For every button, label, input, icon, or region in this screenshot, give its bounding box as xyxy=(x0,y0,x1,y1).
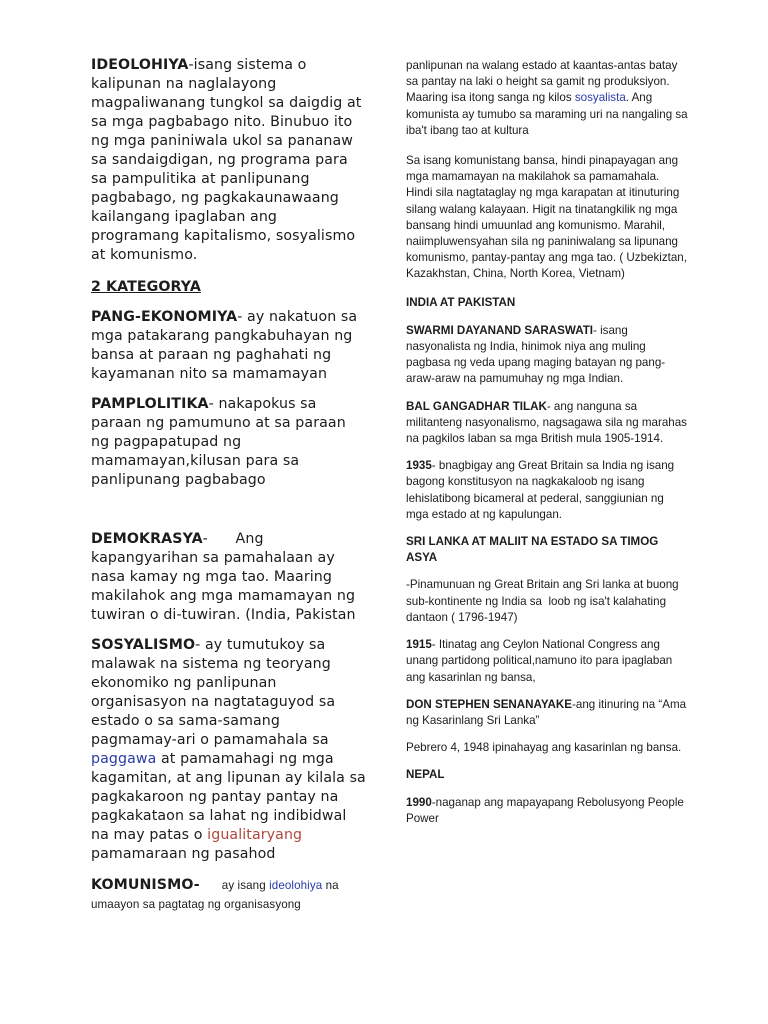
srilanka-paragraph: -Pinamunuan ng Great Britain ang Sri lanka at buong sub-kontinente ng India sa loob ng isa't kalahating dantaon ( 1796-1947) xyxy=(406,578,682,624)
year-1935-paragraph xyxy=(406,458,688,523)
komunistang-bansa-paragraph: Sa isang komunistang bansa, hindi pinapayagan ang mga mamamayan na makilahok sa pamamahala. Hindi sila nagtataglay ng mga karapatan at itinuturing silang walang kalayaan. Higit na tinatangkilik ng mga bansang hindi umuunlad ang komunismo. Marahil, naiimpluwensyahan sila ng paniniwalang sa lipunang komunismo, pantay-pantay ang mga tao. ( Uzbekiztan, Kazakhstan, China, North Korea, Vietnam) xyxy=(406,154,687,281)
sosyalismo-paragraph xyxy=(91,636,367,864)
ideolohiya-link[interactable]: ideolohiya xyxy=(269,879,323,892)
saraswati-paragraph xyxy=(406,323,688,388)
year-1990-paragraph xyxy=(406,795,688,827)
year-1990-term: 1990 xyxy=(406,795,432,809)
pampolitika-paragraph xyxy=(91,395,367,490)
demokrasya-paragraph xyxy=(91,530,367,625)
demokrasya-definition: - Ang kapangyarihan sa pamahalaan ay nasa kamay ng mga tao. Maaring makilahok ang mga mamamayan ng tuwiran o di-tuwiran. (India, Pakistan xyxy=(91,531,360,623)
sosyalismo-term: SOSYALISMO xyxy=(91,637,196,653)
tilak-paragraph xyxy=(406,399,688,448)
srilanka-heading: SRI LANKA AT MALIIT NA ESTADO SA TIMOG ASYA xyxy=(406,535,659,565)
pangekonomiya-term: PANG-EKONOMIYA xyxy=(91,309,238,325)
year-1990-text: -naganap ang mapayapang Rebolusyong People Power xyxy=(406,795,684,825)
nepal-heading: NEPAL xyxy=(406,768,445,782)
igualitaryang-link[interactable]: igualitaryang xyxy=(207,827,303,843)
sosyalista-link[interactable]: sosyalista xyxy=(574,91,626,105)
komunismo-term: KOMUNISMO xyxy=(91,877,194,893)
saraswati-text: - isang nasyonalista ng India, hinimok niya ang muling pagbasa ng veda upang maging batayan ng pang-araw-araw na pamumuhay ng mga Indian. xyxy=(406,323,666,386)
pampolitika-definition: - nakapokus sa paraan ng pamumuno at sa paraan ng pagpapatupad ng mamamayan,kilusan para sa panlipunang pagbabago xyxy=(91,396,346,488)
year-1915-term: 1915 xyxy=(406,638,432,652)
pangekonomiya-paragraph xyxy=(91,308,367,384)
kategorya-heading: 2 KATEGORYA xyxy=(91,279,201,295)
left-column xyxy=(91,56,367,914)
sosyalismo-text-1: - ay tumutukoy sa malawak na sistema ng teoryang ekonomiko ng panlipunan organisasyon na nagtataguyod sa estado o sa sama-samang pagmamay-ari o pamamahala sa xyxy=(91,637,336,748)
ideolohiya-paragraph xyxy=(91,56,367,265)
pampolitika-term: PAMPLOLITIKA xyxy=(91,396,209,412)
komunismo-dash: - xyxy=(193,877,200,893)
right-column xyxy=(406,58,688,827)
komunismo-text-2: na umaayon sa pagtatag ng organisasyong xyxy=(91,879,339,911)
pebrero-paragraph: Pebrero 4, 1948 ipinahayag ang kasarinlan ng bansa. xyxy=(406,741,682,755)
senanayake-term: DON STEPHEN SENANAYAKE xyxy=(406,697,573,711)
india-pakistan-heading: INDIA AT PAKISTAN xyxy=(406,295,516,309)
komunismo-text-1: ay isang xyxy=(221,879,270,892)
komunismo-paragraph xyxy=(91,876,367,914)
tilak-text: - ang nanguna sa militanteng nasyonalismo, nagsagawa sila ng marahas na pagkilos laban sa mga British mula 1905-1914. xyxy=(406,399,687,446)
sosyalismo-text-2: at pamamahagi ng mga kagamitan, at ang lipunan ay kilala sa pagkakaroon ng pantay pantay na pagkakataon sa lahat ng indibidwal na may patas o xyxy=(91,751,366,843)
year-1935-term: 1935 xyxy=(406,459,432,473)
p1-text-2: . Ang komunista ay tumubo sa maraming uri na nangaling sa iba't ibang tao at kultura xyxy=(406,91,688,137)
tilak-term: BAL GANGADHAR TILAK xyxy=(406,399,547,413)
paggawa-link[interactable]: paggawa xyxy=(91,751,157,767)
year-1915-paragraph xyxy=(406,637,688,686)
ideolohiya-definition: -isang sistema o kalipunan na naglalayong magpaliwanang tungkol sa daigdig at sa mga pagbabago nito. Binubuo ito ng mga paniniwala ukol sa pananaw sa sandaigdigan, ng programa para sa pampulitika at panlipunang pagbabago, ng pagkakaunawaang kailangang ipaglaban ang programang kapitalismo, sosyalismo at komunismo. xyxy=(91,57,362,263)
senanayake-paragraph xyxy=(406,697,688,729)
p1-text-1: panlipunan na walang estado at kaantas-antas batay sa pantay na laki o height sa gamit ng produksiyon. Maaring isa itong sanga ng kilos xyxy=(406,59,678,105)
demokrasya-term: DEMOKRASYA xyxy=(91,531,203,547)
year-1915-text: - Itinatag ang Ceylon National Congress ang unang partidong political,namuno ito para ipaglaban ang kasarinlan ng bansa, xyxy=(406,638,673,684)
year-1935-text: - bnagbigay ang Great Britain sa India ng isang bagong konstitusyon na nagkakaloob ng isang lehislatibong bicameral at pederal, sanggiunian ng mga estado at ng kapulungan. xyxy=(406,459,675,521)
senanayake-text: -ang itinuring na “Ama ng Kasarinlang Sri Lanka” xyxy=(406,697,687,727)
sosyalismo-text-3: pamamaraan ng pasahod xyxy=(91,846,276,862)
komunismo-continuation-paragraph xyxy=(406,58,688,139)
saraswati-term: SWARMI DAYANAND SARASWATI xyxy=(406,323,594,337)
pangekonomiya-definition: - ay nakatuon sa mga patakarang pangkabuhayan ng bansa at paraan ng paghahati ng kayamanan nito sa mamamayan xyxy=(91,309,358,382)
ideolohiya-term: IDEOLOHIYA xyxy=(91,57,189,73)
